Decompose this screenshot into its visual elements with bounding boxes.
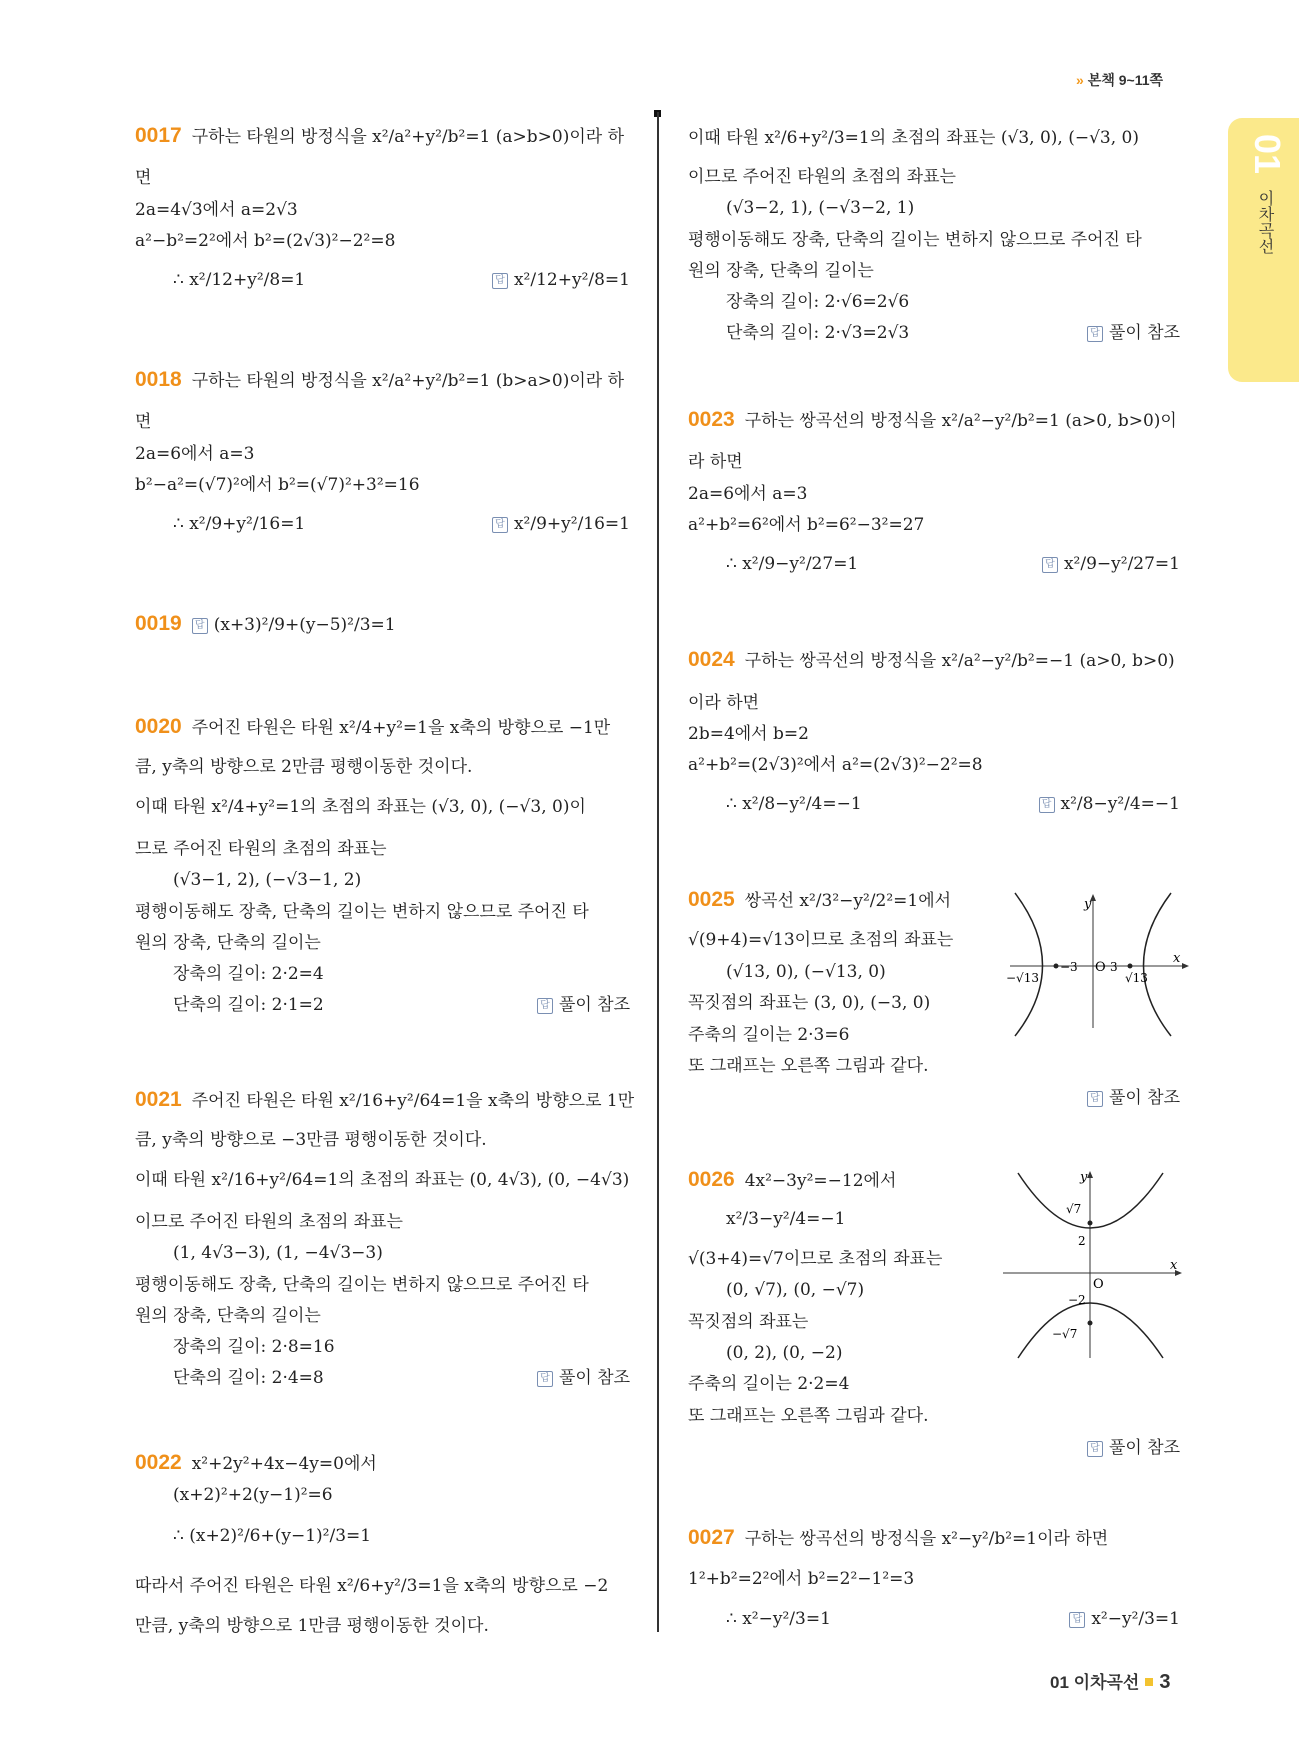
text-line: 1²+b²=2²에서 b²=2²−1²=3	[688, 1569, 915, 1589]
text-line: 평행이동해도 장축, 단축의 길이는 변하지 않으므로 주어진 타	[135, 1275, 589, 1295]
answer	[1069, 1609, 1180, 1629]
answer	[537, 995, 630, 1015]
text-line: ∴ x²/12+y²/8=1	[173, 270, 306, 290]
lower-focus-dot	[1088, 1321, 1093, 1326]
text-line: (√3−1, 2), (−√3−1, 2)	[173, 870, 362, 890]
problem-id: 0018	[135, 368, 182, 391]
problem-id: 0025	[688, 888, 735, 911]
answer-text: x²/9+y²/16=1	[513, 514, 630, 534]
text-line: 평행이동해도 장축, 단축의 길이는 변하지 않으므로 주어진 타	[688, 230, 1142, 250]
problem-id: 0021	[135, 1088, 182, 1111]
answer-icon: 답	[1087, 1441, 1103, 1457]
text-line: x²/3−y²/4=−1	[726, 1209, 846, 1229]
text-line: 단축의 길이: 2·√3=2√3	[726, 323, 910, 343]
text-line: 구하는 쌍곡선의 방정식을 x²/a²−y²/b²=1 (a>0, b>0)이	[744, 411, 1177, 431]
answer-icon: 답	[537, 1371, 553, 1387]
pos-focus-label: √13	[1125, 971, 1148, 985]
answer-text: 풀이 참조	[1108, 1438, 1180, 1458]
answer-icon: 답	[1069, 1612, 1085, 1628]
pos-vertex-label: 3	[1110, 960, 1118, 974]
text-line: 주어진 타원은 타원 x²/4+y²=1을 x축의 방향으로 −1만	[191, 718, 611, 738]
neg-vertex-label: −3	[1060, 960, 1078, 974]
pos-focus-label: √7	[1066, 1202, 1082, 1216]
text-line: ∴ x²/9+y²/16=1	[173, 514, 306, 534]
x-axis-arrow	[1182, 963, 1189, 969]
answer	[1042, 554, 1180, 574]
text-line: 이때 타원 x²/4+y²=1의 초점의 좌표는 (√3, 0), (−√3, 0)이	[135, 797, 586, 817]
text-line: ∴ x²−y²/3=1	[726, 1609, 831, 1629]
text-line: (√13, 0), (−√13, 0)	[726, 962, 886, 982]
answer-icon: 답	[1087, 1091, 1103, 1107]
hyperbola-graph-0026	[998, 1163, 1188, 1363]
text-line: 큼, y축의 방향으로 2만큼 평행이동한 것이다.	[135, 757, 473, 777]
y-axis-arrow	[1087, 1171, 1093, 1178]
answer	[1087, 1438, 1180, 1458]
answer	[537, 1368, 630, 1388]
text-line: 구하는 쌍곡선의 방정식을 x²/a²−y²/b²=−1 (a>0, b>0)	[744, 651, 1175, 671]
answer-text: 풀이 참조	[1108, 1088, 1180, 1108]
text-line: a²+b²=6²에서 b²=6²−3²=27	[688, 515, 925, 535]
right-branch	[1144, 893, 1172, 1036]
answer	[1087, 323, 1180, 343]
neg-vertex-label: −2	[1068, 1293, 1086, 1307]
answer-icon: 답	[192, 618, 208, 634]
answer-text: (x+3)²/9+(y−5)²/3=1	[213, 615, 396, 635]
text-line: 만큼, y축의 방향으로 1만큼 평행이동한 것이다.	[135, 1616, 489, 1636]
text-line: 단축의 길이: 2·4=8	[173, 1368, 324, 1388]
left-branch	[1015, 893, 1043, 1036]
text-line: (1, 4√3−3), (1, −4√3−3)	[173, 1243, 383, 1263]
text-line: 면	[135, 412, 152, 432]
pos-vertex-label: 2	[1078, 1234, 1086, 1248]
text-line: ∴ x²/8−y²/4=−1	[726, 794, 862, 814]
text-line: 면	[135, 168, 152, 188]
text-line: 주축의 길이는 2·2=4	[688, 1374, 850, 1394]
text-line: 구하는 쌍곡선의 방정식을 x²−y²/b²=1이라 하면	[744, 1529, 1109, 1549]
hyperbola-graph-0025	[1005, 888, 1195, 1038]
text-line: 꼭짓점의 좌표는	[688, 1312, 809, 1332]
answer-icon: 답	[1087, 326, 1103, 342]
x-label: x	[1170, 1258, 1178, 1273]
text-line: (0, 2), (0, −2)	[726, 1343, 843, 1363]
answer-icon: 답	[1039, 797, 1055, 813]
text-line: 장축의 길이: 2·√6=2√6	[726, 292, 910, 312]
problem-id: 0026	[688, 1168, 735, 1191]
text-line: 단축의 길이: 2·1=2	[173, 995, 324, 1015]
answer-icon: 답	[492, 517, 508, 533]
y-label: y	[1080, 1170, 1088, 1185]
origin-label: O	[1095, 960, 1106, 975]
answer-icon: 답	[537, 998, 553, 1014]
page-footer	[1050, 1668, 1170, 1694]
problem-id: 0022	[135, 1451, 182, 1474]
problem-id: 0023	[688, 408, 735, 431]
chapter-side-tab[interactable]	[1228, 118, 1299, 382]
text-line: 원의 장축, 단축의 길이는	[135, 933, 321, 953]
text-line: b²−a²=(√7)²에서 b²=(√7)²+3²=16	[135, 475, 420, 495]
problem-id: 0024	[688, 648, 735, 671]
x-label: x	[1173, 951, 1181, 966]
text-line: 평행이동해도 장축, 단축의 길이는 변하지 않으므로 주어진 타	[135, 902, 589, 922]
text-line: ∴ x²/9−y²/27=1	[726, 554, 859, 574]
text-line: 꼭짓점의 좌표는 (3, 0), (−3, 0)	[688, 993, 931, 1013]
text-line: 2a=4√3에서 a=2√3	[135, 200, 298, 220]
text-line: 이때 타원 x²/16+y²/64=1의 초점의 좌표는 (0, 4√3), (0, −4√3)	[135, 1170, 630, 1190]
answer	[1039, 794, 1180, 814]
text-line: 원의 장축, 단축의 길이는	[688, 261, 874, 281]
neg-focus-label: −√7	[1052, 1327, 1078, 1341]
square-bullet-icon	[1145, 1678, 1153, 1686]
text-line: 주축의 길이는 2·3=6	[688, 1025, 850, 1045]
text-line: 장축의 길이: 2·2=4	[173, 964, 324, 984]
text-line: 장축의 길이: 2·8=16	[173, 1337, 335, 1357]
column-divider	[657, 112, 659, 1632]
upper-focus-dot	[1088, 1221, 1093, 1226]
text-line: a²−b²=2²에서 b²=(2√3)²−2²=8	[135, 231, 396, 251]
text-line: ∴ (x+2)²/6+(y−1)²/3=1	[173, 1526, 372, 1546]
text-line: √(3+4)=√7이므로 초점의 좌표는	[688, 1249, 943, 1269]
text-line: 따라서 주어진 타원은 타원 x²/6+y²/3=1을 x축의 방향으로 −2	[135, 1576, 609, 1596]
text-line: 라 하면	[688, 452, 743, 472]
problem-id: 0017	[135, 124, 182, 147]
problem-id: 0027	[688, 1526, 735, 1549]
text-line: 또 그래프는 오른쪽 그림과 같다.	[688, 1056, 929, 1076]
right-vertex-dot	[1128, 964, 1133, 969]
origin-label: O	[1093, 1277, 1104, 1292]
reference-text: 본책 9~11쪽	[1087, 72, 1164, 88]
text-line: a²+b²=(2√3)²에서 a²=(2√3)²−2²=8	[688, 755, 983, 775]
problem-id: 0019	[135, 612, 182, 635]
text-line: 구하는 타원의 방정식을 x²/a²+y²/b²=1 (b>a>0)이라 하	[191, 371, 625, 391]
text-line: 므로 주어진 타원의 초점의 좌표는	[135, 839, 387, 859]
text-line: 쌍곡선 x²/3²−y²/2²=1에서	[744, 891, 952, 911]
text-line: 4x²−3y²=−12에서	[744, 1171, 897, 1191]
answer-text: x²/8−y²/4=−1	[1060, 794, 1180, 814]
answer-text: 풀이 참조	[558, 1368, 630, 1388]
problem-id: 0020	[135, 715, 182, 738]
text-line: 주어진 타원은 타원 x²/16+y²/64=1을 x축의 방향으로 1만	[191, 1091, 635, 1111]
text-line: 큼, y축의 방향으로 −3만큼 평행이동한 것이다.	[135, 1130, 487, 1150]
footer-chapter-name: 이차곡선	[1073, 1673, 1140, 1692]
chapter-name: 이차곡선	[1256, 190, 1275, 254]
neg-focus-label: −√13	[1006, 971, 1039, 985]
page-number: 3	[1159, 1671, 1171, 1693]
answer	[492, 514, 630, 534]
y-label: y	[1084, 897, 1092, 912]
text-line: 2b=4에서 b=2	[688, 724, 809, 744]
text-line: 이므로 주어진 타원의 초점의 좌표는	[135, 1212, 403, 1232]
left-vertex-dot	[1054, 964, 1059, 969]
text-line: 이때 타원 x²/6+y²/3=1의 초점의 좌표는 (√3, 0), (−√3, 0)	[688, 128, 1139, 148]
answer-text: x²/12+y²/8=1	[513, 270, 630, 290]
answer-text: x²−y²/3=1	[1091, 1609, 1180, 1629]
text-line: 2a=6에서 a=3	[135, 444, 255, 464]
text-line: 원의 장축, 단축의 길이는	[135, 1306, 321, 1326]
answer-icon: 답	[1042, 557, 1058, 573]
answer-text: 풀이 참조	[558, 995, 630, 1015]
page-reference	[1076, 70, 1163, 90]
answer-icon: 답	[492, 273, 508, 289]
answer	[1087, 1088, 1180, 1108]
text-line: √(9+4)=√13이므로 초점의 좌표는	[688, 930, 954, 950]
answer	[492, 270, 630, 290]
text-line: (√3−2, 1), (−√3−2, 1)	[726, 198, 915, 218]
answer-text: 풀이 참조	[1108, 323, 1180, 343]
text-line: 2a=6에서 a=3	[688, 484, 808, 504]
double-chevron-icon: »	[1076, 72, 1084, 88]
text-line: 또 그래프는 오른쪽 그림과 같다.	[688, 1406, 929, 1426]
text-line: (0, √7), (0, −√7)	[726, 1280, 865, 1300]
text-line: 이라 하면	[688, 693, 760, 713]
text-line: 구하는 타원의 방정식을 x²/a²+y²/b²=1 (a>b>0)이라 하	[191, 127, 625, 147]
text-line: 이므로 주어진 타원의 초점의 좌표는	[688, 167, 956, 187]
footer-chapter-number: 01	[1050, 1673, 1069, 1692]
text-line: (x+2)²+2(y−1)²=6	[173, 1485, 333, 1505]
text-line: x²+2y²+4x−4y=0에서	[191, 1454, 377, 1474]
chapter-number: 01	[1247, 134, 1288, 175]
answer-text: x²/9−y²/27=1	[1063, 554, 1180, 574]
